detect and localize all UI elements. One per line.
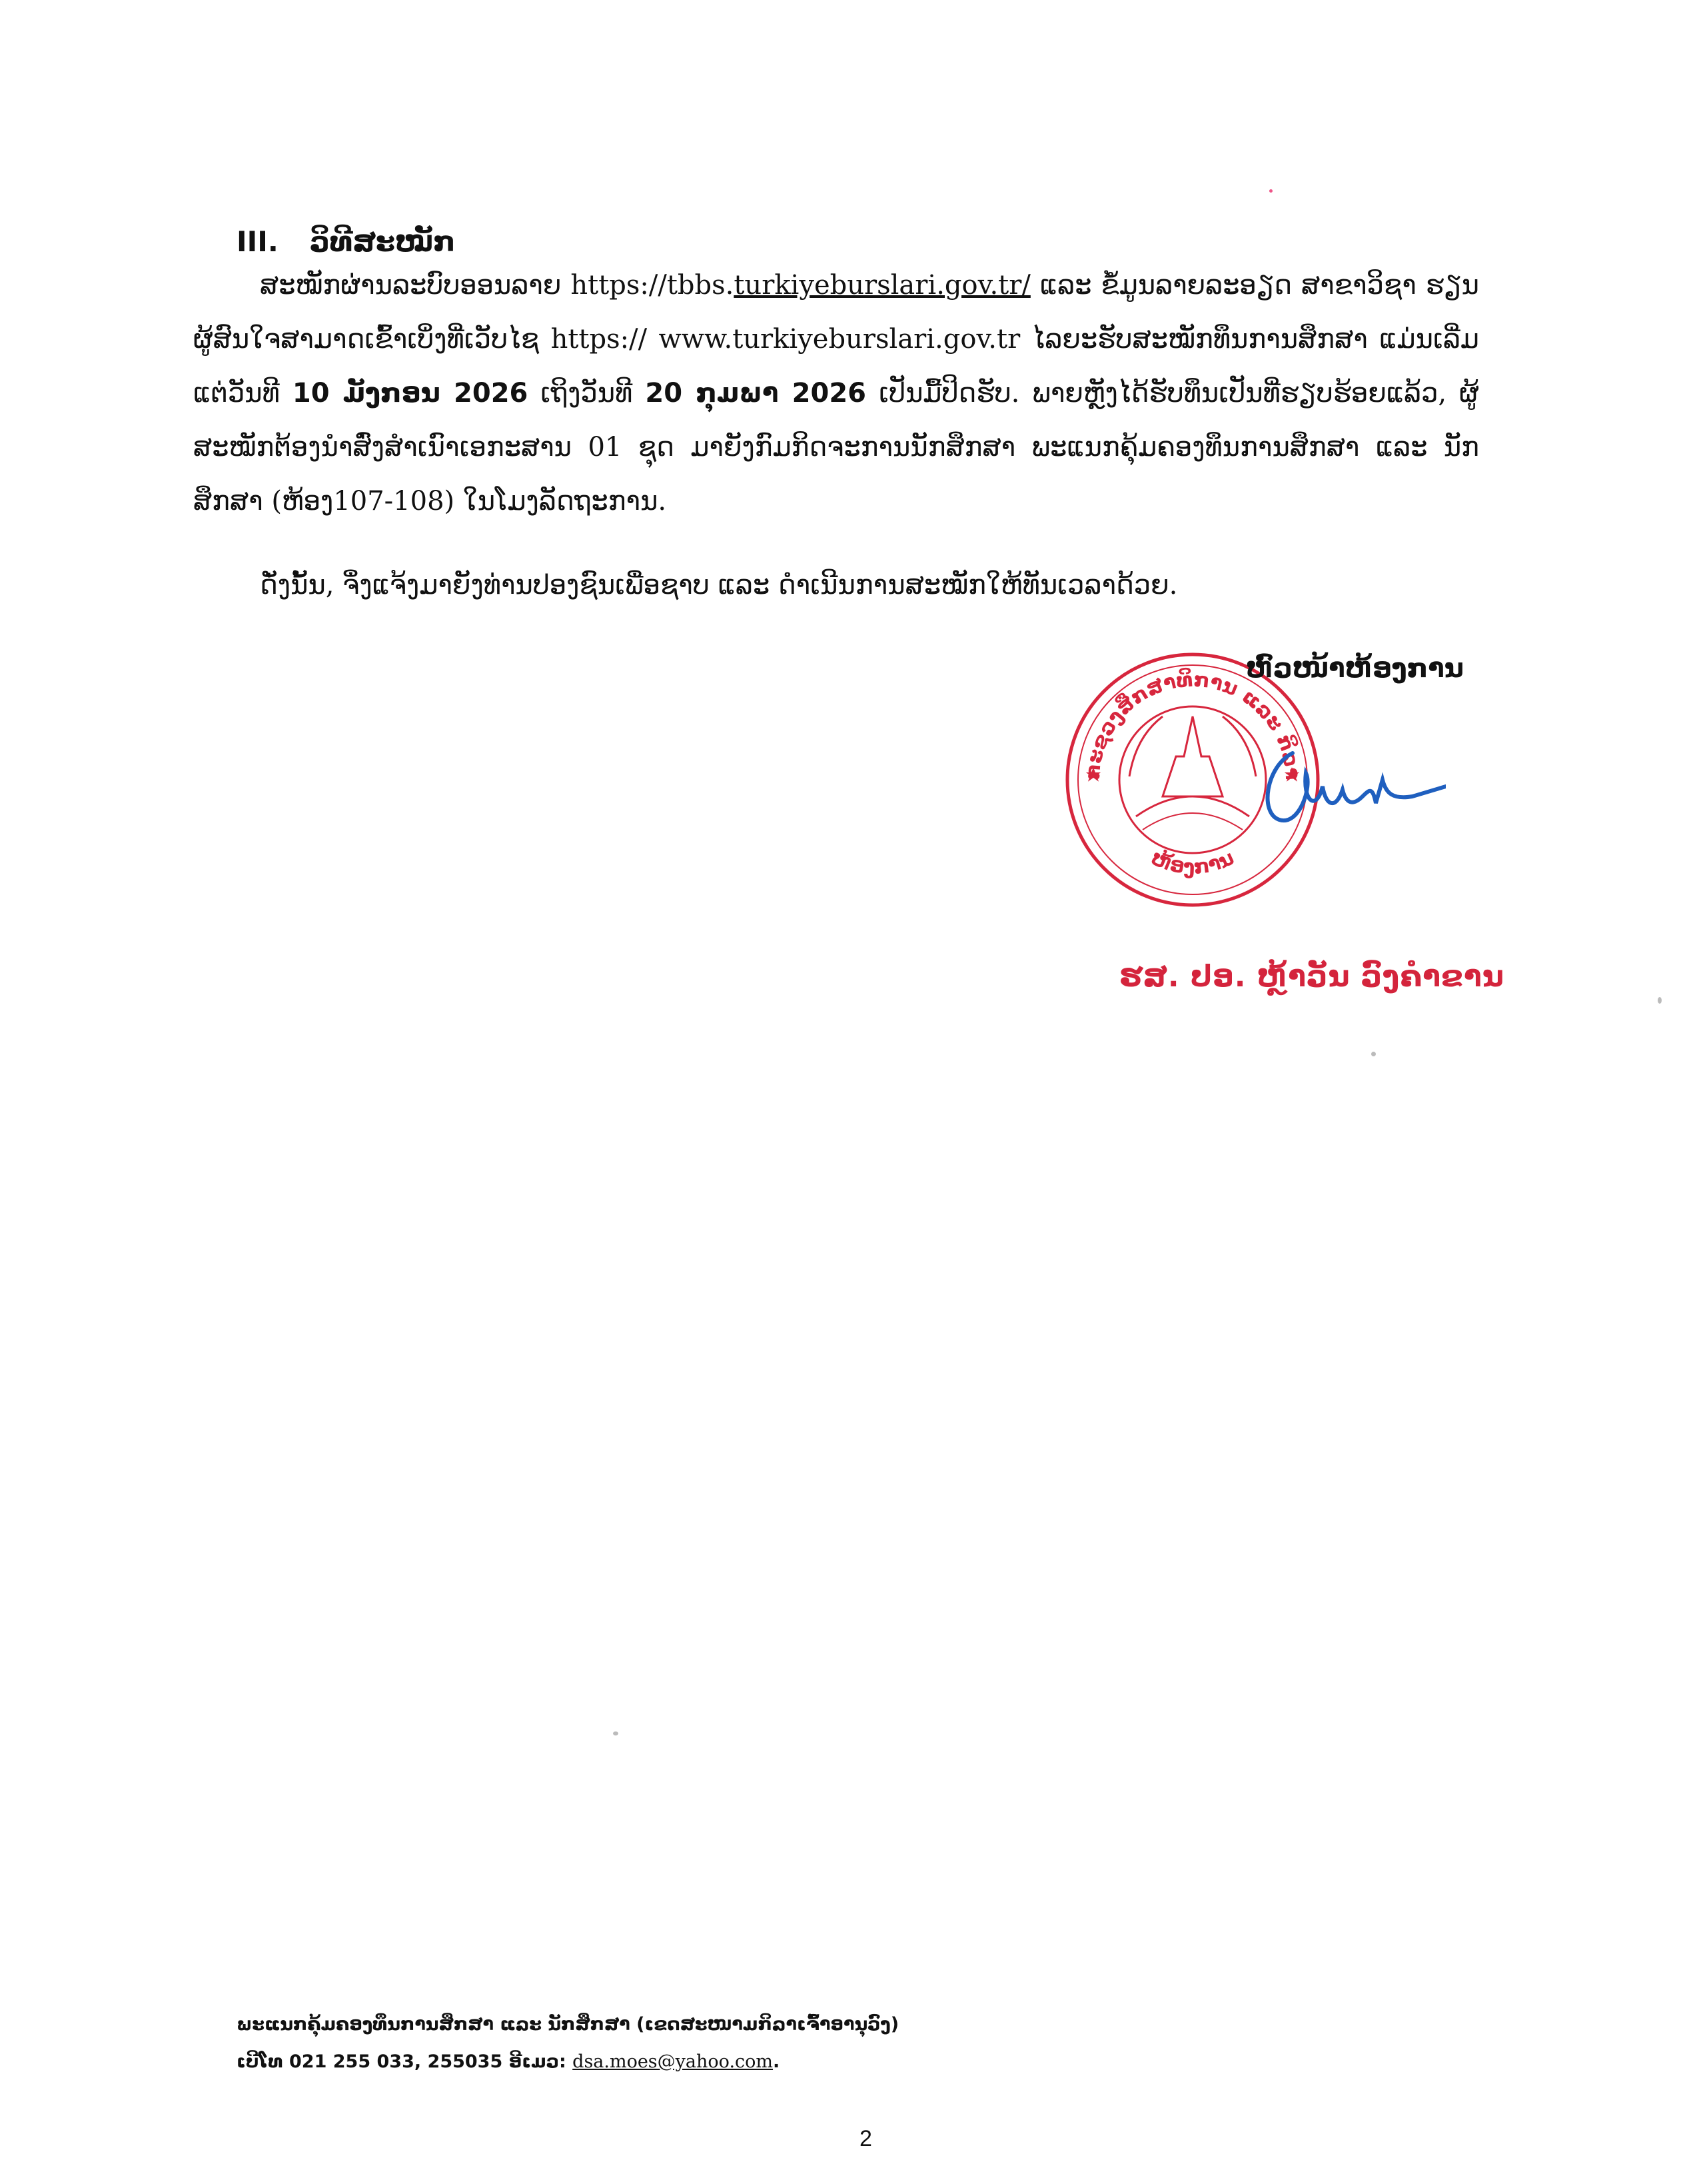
scholarship-link[interactable]: turkiyeburslari.gov.tr/ <box>734 270 1031 301</box>
signatory-title: ຫົວໜ້າຫ້ອງການ <box>1246 653 1464 684</box>
page-number: 2 <box>859 2126 872 2151</box>
scan-speck <box>613 1731 618 1735</box>
signer-name: ຮສ. ປອ. ຫຼ້າວັນ ວົງຄໍາຂານ <box>1119 960 1504 994</box>
scan-speck <box>1658 997 1662 1004</box>
section-number: III. <box>237 225 279 258</box>
seal-text: ກະຊວງສຶກສາທິການ ແລະ ກິລາ <box>1081 668 1305 781</box>
section-title: ວິທີສະໝັກ <box>310 225 456 258</box>
footer-email-link[interactable]: dsa.moes@yahoo.com <box>572 2051 774 2072</box>
closing-text: ດັ່ງນັ້ນ, ຈຶ່ງແຈ້ງມາຍັງທ່ານປອງຊົນເພື່ອຊາບ ແລະ ດໍາເນີນການສະໝັກໃຫ້ທັນເວລາດ້ວຍ. <box>260 570 1178 600</box>
footer-phone: ເບີໂທ 021 255 033, 255035 ອີເມວ: <box>237 2051 573 2072</box>
footer-email-suffix: . <box>773 2051 780 2072</box>
closing-paragraph <box>193 558 1479 612</box>
end-date: 20 ກຸມພາ 2026 <box>645 378 867 409</box>
para1-text-d: ເປັນມື້ປິດຮັບ. ພາຍຫຼັງໄດ້ຮັບທຶນເປັນທີ່ຮຽບຮ້ອຍແລ້ວ, ຜູ້ສະໝັກຕ້ອງນໍາສົ່ງສໍາເນົາເອກະສານ 01 ຊຸດ ມາຍັງກົມກິດຈະການນັກສຶກສາ ພະແນກຄຸ້ມຄອງທຶນການສຶກສາ ແລະ ນັກສຶກສາ (ຫ້ອງ107-108) ໃນໂມງລັດຖະການ. <box>193 378 1479 517</box>
start-date: 10 ມັງກອນ 2026 <box>292 378 528 409</box>
handwritten-signature <box>1253 740 1446 846</box>
para1-text-c: ເຖິງວັນທີ <box>528 378 646 409</box>
section-heading <box>237 225 455 258</box>
application-paragraph <box>193 259 1479 529</box>
footer-contact <box>237 2006 899 2081</box>
footer-department: ພະແນກຄຸ້ມຄອງທຶນການສຶກສາ ແລະ ນັກສຶກສາ (ເຂດສະໜາມກິລາເຈົ້າອານຸວົງ) <box>237 2014 899 2035</box>
para1-text-a: ສະໝັກຜ່ານລະບົບອອນລາຍ https://tbbs. <box>260 270 734 301</box>
seal-bottom-text: ຫ້ອງການ <box>1147 846 1238 880</box>
para1-text-b: ແລະ ຂໍ້ມູນລາຍລະອຽດ ສາຂາວິຊາ ຮຽນຜູ້ສົນໃຈສາມາດເຂົ້າເບິ່ງທີ່ເວັບໄຊ https:// www.turkiyeburslari.gov.tr ໄລຍະຮັບສະໝັກທຶນການສຶກສາ ແມ່ນເລີ່ມແຕ່ວັນທີ <box>193 270 1480 409</box>
footer-contact-line <box>237 2043 899 2081</box>
scan-speck <box>1269 189 1273 193</box>
scan-speck <box>1371 1052 1376 1056</box>
